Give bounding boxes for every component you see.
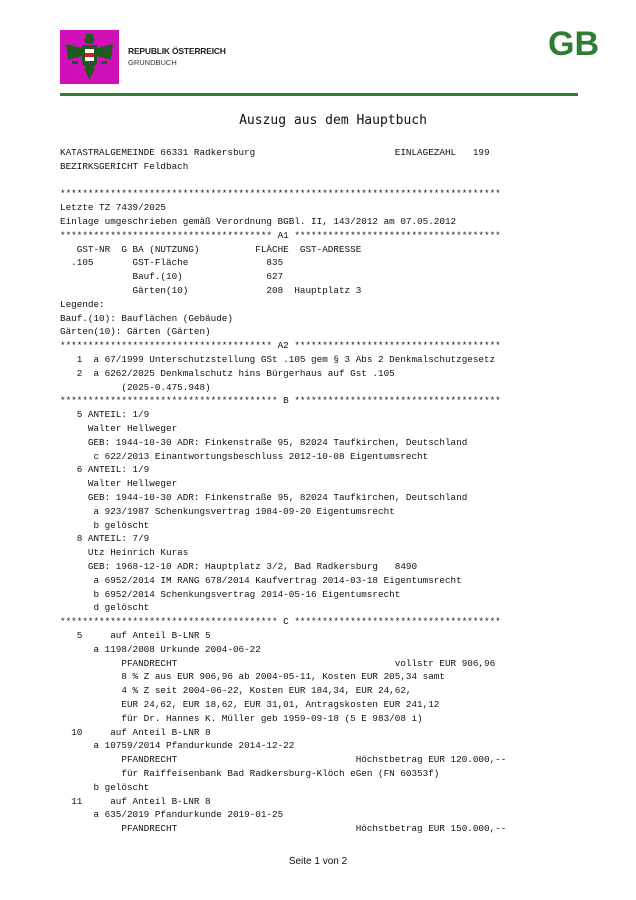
- austrian-eagle-emblem-icon: [60, 30, 119, 84]
- document-line: für Raiffeisenbank Bad Radkersburg-Klöch eGen (FN 60353f): [60, 768, 440, 779]
- document-line: EUR 24,62, EUR 18,62, EUR 31,01, Antragskosten EUR 241,12: [60, 699, 440, 710]
- document-line: 4 % Z seit 2004-06-22, Kosten EUR 184,34, EUR 24,62,: [60, 685, 412, 697]
- document-line: PFANDRECHT Höchstbetrag EUR 150.000,--: [60, 823, 507, 835]
- document-line: b 6952/2014 Schenkungsvertrag 2014-05-16 Eigentumsrecht: [60, 588, 401, 600]
- page-footer: Seite 1 von 2: [288, 856, 348, 867]
- document-line: PFANDRECHT vollstr EUR 906,96: [60, 657, 496, 669]
- document-line: 10 auf Anteil B-LNR 8: [60, 726, 211, 738]
- document-line: GEB: 1968-12-10 ADR: Hauptplatz 3/2, Bad Radkersburg 8490: [60, 561, 418, 572]
- document-line: Gärten(10) 208 Hauptplatz 3: [60, 285, 362, 296]
- document-line: Gärten(10): Gärten (Gärten): [60, 326, 211, 338]
- document-line: Walter Hellweger: [60, 423, 178, 434]
- document-line: *******************************************************************************: [60, 188, 501, 200]
- document-line: ************************************** A2 *************************************: [60, 340, 501, 352]
- document-line: 8 % Z aus EUR 906,96 ab 2004-05-11, Kosten EUR 205,34 samt: [60, 671, 445, 683]
- issuer-name: REPUBLIK ÖSTERREICH: [128, 46, 226, 56]
- document-line: b gelöscht: [60, 781, 150, 793]
- document-line: 11 auf Anteil B-LNR 8: [60, 795, 211, 807]
- document-line: .105 GST-Fläche 835: [60, 257, 284, 269]
- issuer-department: GRUNDBUCH: [128, 58, 177, 67]
- document-line: 8 ANTEIL: 7/9: [60, 533, 150, 545]
- document-line: 2 a 6262/2025 Denkmalschutz hins Bürgerhaus auf Gst .105: [60, 367, 395, 379]
- issuer-block: [128, 46, 226, 68]
- document-line: a 6952/2014 IM RANG 678/2014 Kaufvertrag 2014-03-18 Eigentumsrecht: [60, 574, 462, 586]
- document-line: 5 ANTEIL: 1/9: [60, 409, 150, 421]
- header-divider: [60, 93, 578, 96]
- document-line: GEB: 1944-10-30 ADR: Finkenstraße 95, 82024 Taufkirchen, Deutschland: [60, 436, 468, 448]
- document-line: Utz Heinrich Kuras: [60, 547, 189, 559]
- document-line: c 622/2013 Einantwortungsbeschluss 2012-10-08 Eigentumsrecht: [60, 450, 429, 462]
- document-line: PFANDRECHT Höchstbetrag EUR 120.000,--: [60, 754, 507, 766]
- document-title: Auszug aus dem Hauptbuch: [239, 113, 427, 128]
- document-line: Legende:: [60, 298, 105, 310]
- document-line: 6 ANTEIL: 1/9: [60, 464, 150, 476]
- document-line: *************************************** B *************************************: [60, 395, 501, 407]
- document-line: a 10759/2014 Pfandurkunde 2014-12-22: [60, 740, 295, 752]
- document-line: Walter Hellweger: [60, 478, 178, 490]
- document-line: 5 auf Anteil B-LNR 5: [60, 630, 211, 641]
- document-line: b gelöscht: [60, 519, 150, 531]
- document-line: BEZIRKSGERICHT Feldbach: [60, 160, 189, 172]
- document-line: KATASTRALGEMEINDE 66331 Radkersburg EINLAGEZAHL 199: [60, 147, 490, 158]
- document-line: *************************************** C *************************************: [60, 616, 501, 628]
- document-line: Bauf.(10) 627: [60, 271, 284, 283]
- document-line: Letzte TZ 7439/2025: [60, 202, 167, 214]
- document-line: a 635/2019 Pfandurkunde 2019-01-25: [60, 809, 284, 821]
- document-line: (2025-0.475.948): [60, 381, 211, 393]
- document-line: für Dr. Hannes K. Müller geb 1959-09-18 (5 E 983/08 i): [60, 712, 423, 724]
- document-line: GST-NR G BA (NUTZUNG) FLÄCHE GST-ADRESSE: [60, 243, 362, 255]
- document-line: d gelöscht: [60, 602, 150, 614]
- document-line: ************************************** A1 *************************************: [60, 229, 501, 241]
- document-line: a 923/1987 Schenkungsvertrag 1984-09-20 Eigentumsrecht: [60, 505, 395, 517]
- document-line: Bauf.(10): Bauflächen (Gebäude): [60, 312, 233, 324]
- gb-badge: GB: [548, 25, 599, 63]
- document-line: GEB: 1944-10-30 ADR: Finkenstraße 95, 82024 Taufkirchen, Deutschland: [60, 492, 468, 503]
- document-line: Einlage umgeschrieben gemäß Verordnung BGBl. II, 143/2012 am 07.05.2012: [60, 216, 457, 227]
- document-line: a 1198/2008 Urkunde 2004-06-22: [60, 643, 261, 655]
- document-line: 1 a 67/1999 Unterschutzstellung GSt .105 gem § 3 Abs 2 Denkmalschutzgesetz: [60, 354, 496, 365]
